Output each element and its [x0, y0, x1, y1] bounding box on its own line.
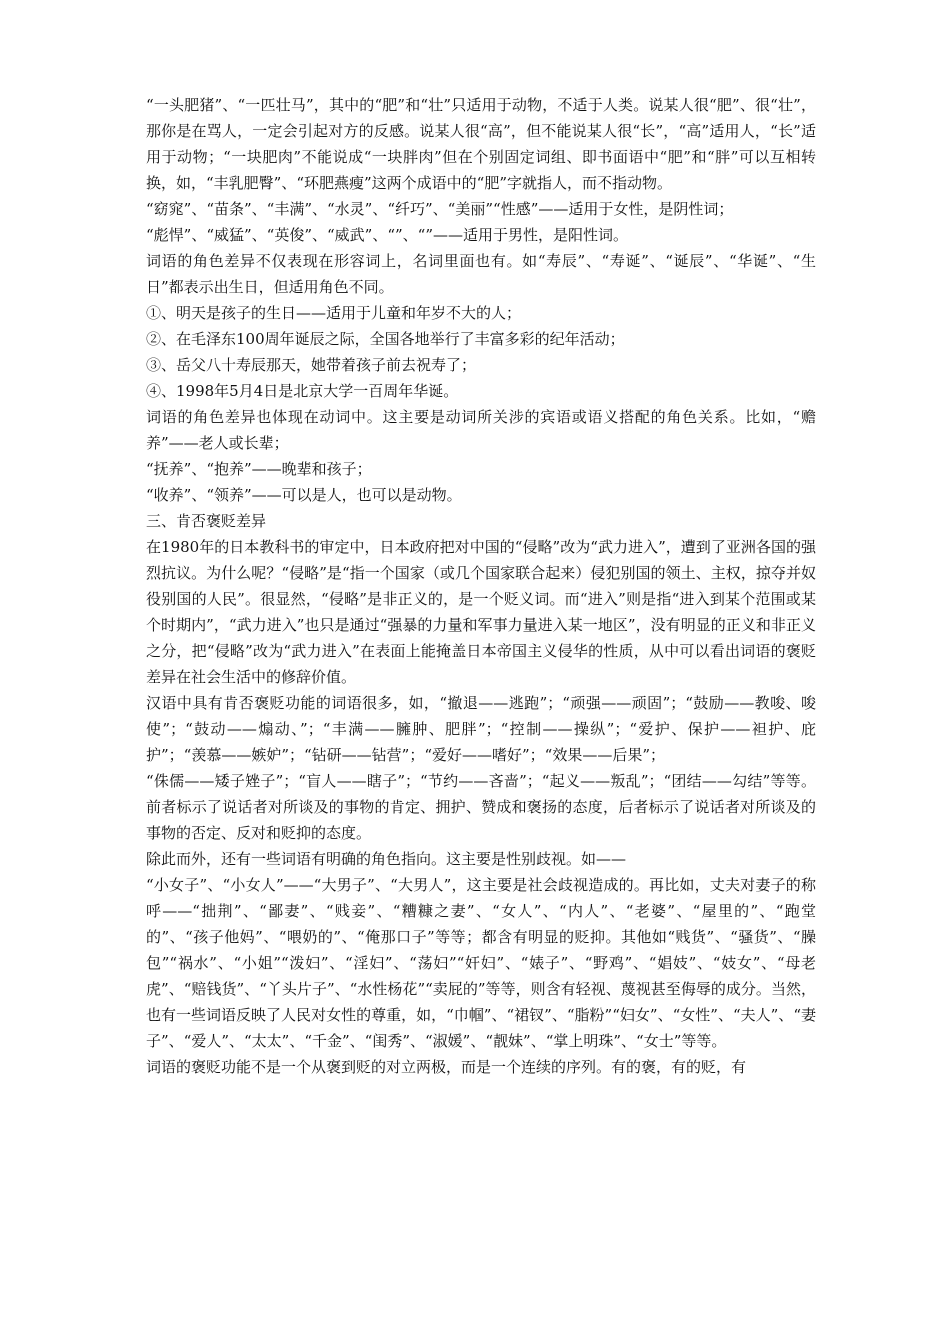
paragraph-8: ④、1998年5月4日是北京大学一百周年华诞。	[146, 382, 459, 400]
paragraph-17: “小女子”、“小女人”——“大男子”、“大男人”，这主要是社会歧视造成的。再比如，丈夫对妻子的称呼——“拙荆”、“鄙妻”、“贱妾”、“糟糠之妻”、“女人”、“内人”、“老婆”、“屋里的”、“跑堂的”、“孩子他妈”、“喂奶的”、“俺那口子”等等；都含有明显的贬抑。其他如“贱货”、“骚货”、“臊包”“祸水”、“小姐”“泼妇”、“淫妇”、“荡妇”“奸妇”、“婊子”、“野鸡”、“娼妓”、“妓女”、“母老虎”、“赔钱货”、“丫头片子”、“水性杨花”“卖屁的”等等，则含有轻视、蔑视甚至侮辱的成分。当然，也有一些词语反映了人民对女性的尊重，如，“巾帼”、“裙钗”、“脂粉”“妇女”、“女性”、“夫人”、“妻子”、“爱人”、“太太”、“千金”、“闺秀”、“淑媛”、“靓妹”、“掌上明珠”、“女士”等等。	[146, 876, 816, 1050]
paragraph-16: 除此而外，还有一些词语有明确的角色指向。这主要是性别歧视。如——	[146, 850, 627, 868]
paragraph-10: “抚养”、“抱养”——晚辈和孩子；	[146, 460, 372, 478]
document-body	[146, 92, 816, 1080]
paragraph-9: 词语的角色差异也体现在动词中。这主要是动词所关涉的宾语或语义搭配的角色关系。比如，“赡养”——老人或长辈；	[146, 408, 816, 452]
paragraph-13: 在1980年的日本教科书的审定中，日本政府把对中国的“侵略”改为“武力进入”，遭到了亚洲各国的强烈抗议。为什么呢？“侵略”是“指一个国家（或几个国家联合起来）侵犯别国的领土、主权，掠夺并奴役别国的人民”。很显然，“侵略”是非正义的，是一个贬义词。而“进入”则是指“进入到某个范围或某个时期内”，“武力进入”也只是通过“强暴的力量和军事力量进入某一地区”，没有明显的正义和非正义之分，把“侵略”改为“武力进入”在表面上能掩盖日本帝国主义侵华的性质，从中可以看出词语的褒贬差异在社会生活中的修辞价值。	[146, 538, 816, 686]
paragraph-18: 词语的褒贬功能不是一个从褒到贬的对立两极，而是一个连续的序列。有的褒，有的贬，有	[146, 1058, 747, 1076]
paragraph-2: “窈窕”、“苗条”、“丰满”、“水灵”、“纤巧”、“美丽”“性感”——适用于女性，是阴性词；	[146, 200, 734, 218]
paragraph-15: “侏儒——矮子矬子”；“盲人——瞎子”；“节约——吝啬”；“起义——叛乱”；“团结——勾结”等等。前者标示了说话者对所谈及的事物的肯定、拥护、赞成和褒扬的态度，后者标示了说话者对所谈及的事物的否定、反对和贬抑的态度。	[146, 772, 816, 842]
paragraph-5: ①、明天是孩子的生日——适用于儿童和年岁不大的人；	[146, 304, 522, 322]
paragraph-11: “收养”、“领养”——可以是人，也可以是动物。	[146, 486, 462, 504]
paragraph-6: ②、在毛泽东100周年诞辰之际，全国各地举行了丰富多彩的纪年活动；	[146, 330, 625, 348]
section-heading: 三、肯否褒贬差异	[146, 512, 267, 530]
paragraph-4: 词语的角色差异不仅表现在形容词上，名词里面也有。如“寿辰”、“寿诞”、“诞辰”、“华诞”、“生日”都表示出生日，但适用角色不同。	[146, 252, 816, 296]
paragraph-7: ③、岳父八十寿辰那天，她带着孩子前去祝寿了；	[146, 356, 477, 374]
paragraph-1: “一头肥猪”、“一匹壮马”，其中的“肥”和“壮”只适用于动物，不适于人类。说某人很“肥”、很“壮”，那你是在骂人，一定会引起对方的反感。说某人很“高”，但不能说某人很“长”，“高”适用人，“长”适用于动物；“一块肥肉”不能说成“一块胖肉”但在个别固定词组、即书面语中“肥”和“胖”可以互相转换，如，“丰乳肥臀”、“环肥燕瘦”这两个成语中的“肥”字就指人，而不指动物。	[146, 96, 816, 192]
paragraph-3: “彪悍”、“威猛”、“英俊”、“威武”、“”、“”——适用于男性，是阳性词。	[146, 226, 629, 244]
paragraph-14: 汉语中具有肯否褒贬功能的词语很多，如，“撤退——逃跑”；“顽强——顽固”；“鼓励——教唆、唆使”；“鼓动——煽动、”；“丰满——臃肿、肥胖”；“控制——操纵”；“爱护、保护——袒护、庇护”；“羡慕——嫉妒”；“钻研——钻营”；“爱好——嗜好”；“效果——后果”；	[146, 694, 816, 764]
